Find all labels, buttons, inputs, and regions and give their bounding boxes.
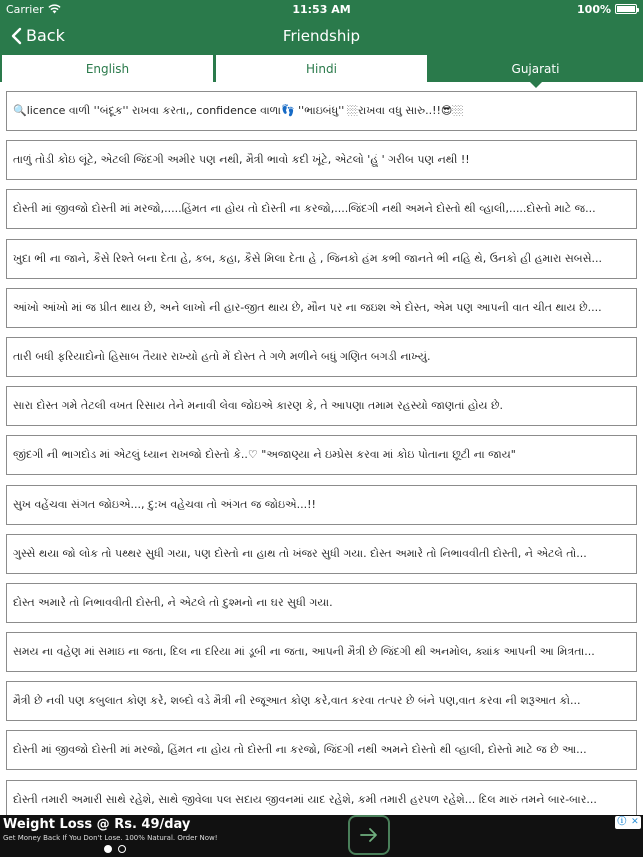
list-item[interactable] (6, 91, 637, 131)
arrow-right-icon (359, 827, 379, 843)
list-item[interactable] (6, 485, 637, 525)
ad-page-indicator (104, 845, 126, 853)
language-tabs (0, 53, 643, 82)
message-text: દોસ્તી માં જીવજો દોસ્તી માં મરજો, હિંમત ના હોય તો દોસ્તી ના કરજો, જિંદગી નથી અમને દોસ્તો થી વ્હાલી, દોસ્તો માટે જ છે આ... (13, 743, 587, 757)
list-item[interactable] (6, 386, 637, 426)
list-item[interactable] (6, 435, 637, 475)
list-item[interactable] (6, 730, 637, 770)
battery-icon (615, 4, 637, 14)
ad-dot-active (104, 845, 112, 853)
back-label: Back (26, 26, 65, 45)
tab-label: Gujarati (511, 61, 560, 76)
status-time: 11:53 AM (292, 2, 351, 16)
ad-choices-button[interactable] (615, 816, 641, 829)
back-button[interactable] (0, 26, 65, 45)
message-text: ખુદા ભી ના જાને, કૈસે રિશ્તે બના દેતા હે, કબ, કહા, કૈસે મિલા દેતા હે , જિનકો હંમ કભી જાનતે ભી નહિ થે, ઉનકો હી હમારા સબસે... (13, 251, 603, 265)
list-item[interactable] (6, 140, 637, 180)
list-item[interactable] (6, 337, 637, 377)
ad-close-icon: ✕ (631, 817, 639, 827)
message-text: 🔍licence વાળી ''બંદૂક'' રાખવા કરતા,, confidence વાળા👣 ''ભાઇબંધુ'' 🏼રાખવા વધુ સારુ..!!😎🏼 (13, 104, 464, 117)
navigation-bar (0, 18, 643, 53)
tab-english[interactable] (2, 55, 213, 82)
list-item[interactable] (6, 239, 637, 279)
message-text: દોસ્તી તમારી અમારી સાથે રહેશે, સાથે જીવેલા પલ સદાય જીવનમાં યાદ રહેશે, કમી તમારી હરપળ રહેશે... દિલ મારું તમને બાર-બાર... (13, 792, 597, 806)
tab-label: English (85, 61, 130, 76)
list-item[interactable] (6, 534, 637, 574)
ad-banner[interactable] (0, 815, 643, 857)
message-text: સુખ વહેંચવા સંગત જોઇએ..., દુ:ખ વહેચવા તો અંગત જ જોઇએ...!! (13, 497, 316, 511)
list-item[interactable] (6, 189, 637, 229)
carrier-label: Carrier (6, 2, 44, 16)
status-right (577, 3, 637, 16)
ad-open-button[interactable] (348, 815, 390, 855)
tab-label: Hindi (306, 61, 337, 76)
battery-percent: 100% (577, 2, 611, 16)
tab-hindi[interactable] (216, 55, 427, 82)
tab-gujarati[interactable] (430, 55, 641, 82)
status-left (6, 3, 61, 16)
message-text: સારા દોસ્ત ગમે તેટલી વખત રિસાય તેને મનાવી લેવા જોઇએ કારણ કે, તે આપણા તમામ રહસ્યો જાણતાં હોય છે. (13, 399, 504, 413)
message-text: મૈત્રી છે નવી પણ કબુલાત કોણ કરે, શબ્દો વડે મૈત્રી ની રજૂઆત કોણ કરે,વાત કરવા તત્પર છે બંને પણ,વાત કરવા ની શરૂઆત કો... (13, 694, 581, 708)
wifi-icon (48, 4, 61, 14)
message-text: તારી બધી ફરિયાદોનો હિસાબ તૈયાર રાખ્યો હતો મેં દોસ્ત તે ગળે મળીને બધું ગણિત બગડી નાખ્યું. (13, 349, 431, 363)
battery-fill (617, 6, 635, 12)
list-item[interactable] (6, 583, 637, 623)
ad-subtitle: Get Money Back If You Don't Lose. 100% Natural. Order Now! (3, 834, 218, 842)
status-bar (0, 0, 643, 18)
message-text: દોસ્ત અમારે તો નિભાવવીતી દોસ્તી, ને એટલે તો દુશ્મનો ના ઘર સુધી ગયા. (13, 595, 333, 609)
message-text: તાળું તોડી કોઇ લૂંટે, એટલી જિંદગી અમીર પણ નથી, મૈત્રી ભાવો કદી ખૂંટે, એટલો 'હું ' ગરીબ પણ નથી !! (13, 153, 470, 167)
message-text: દોસ્તી માં જીવજો દોસ્તી માં મરજો,.....હિંમત ના હોય તો દોસ્તી ના કરજો,....જિંદગી નથી અમને દોસ્તો થી વ્હાલી,.....દોસ્તો માટે જ... (13, 202, 596, 216)
ad-title: Weight Loss @ Rs. 49/day (3, 817, 191, 832)
list-item[interactable] (6, 288, 637, 328)
message-list[interactable] (0, 91, 643, 815)
chevron-left-icon (10, 27, 22, 45)
list-item[interactable] (6, 681, 637, 721)
message-text: ગુસ્સે થયા જો લોક તો પથ્થર સુધી ગયા, પણ દોસ્તો ના હાથ તો ખંજર સુધી ગયા. દોસ્ત અમારે તો નિભાવવીતી દોસ્તી, ને એટલે તો... (13, 546, 587, 560)
ad-dot (118, 845, 126, 853)
ad-info-icon: ⓘ (617, 817, 627, 827)
list-item[interactable] (6, 780, 637, 815)
message-text: જીંદગી ની ભાગદોડ માં એટલું ધ્યાન રાખજો દોસ્તો કે..♡ "અજાણ્યા ને ઇમ્પ્રેસ કરવા માં કોઇ પોતાના છૂટી ના જાય" (13, 448, 516, 462)
message-text: સમય ના વહેણ માં સમાઇ ના જતા, દિલ ના દરિયા માં ડૂબી ના જતા, આપની મૈત્રી છે જિંદગી થી અનમોલ, ક્યાંક આપની આ મિત્રતા... (13, 645, 595, 659)
page-title: Friendship (282, 26, 361, 45)
list-item[interactable] (6, 632, 637, 672)
message-text: આંખો આંખો માં જ પ્રીત થાય છે, અને લાખો ની હાર-જીત થાય છે, મૌન પર ના જઇશ એ દોસ્ત, એમ પણ આપની વાત ચીત થાય છે.... (13, 300, 602, 314)
